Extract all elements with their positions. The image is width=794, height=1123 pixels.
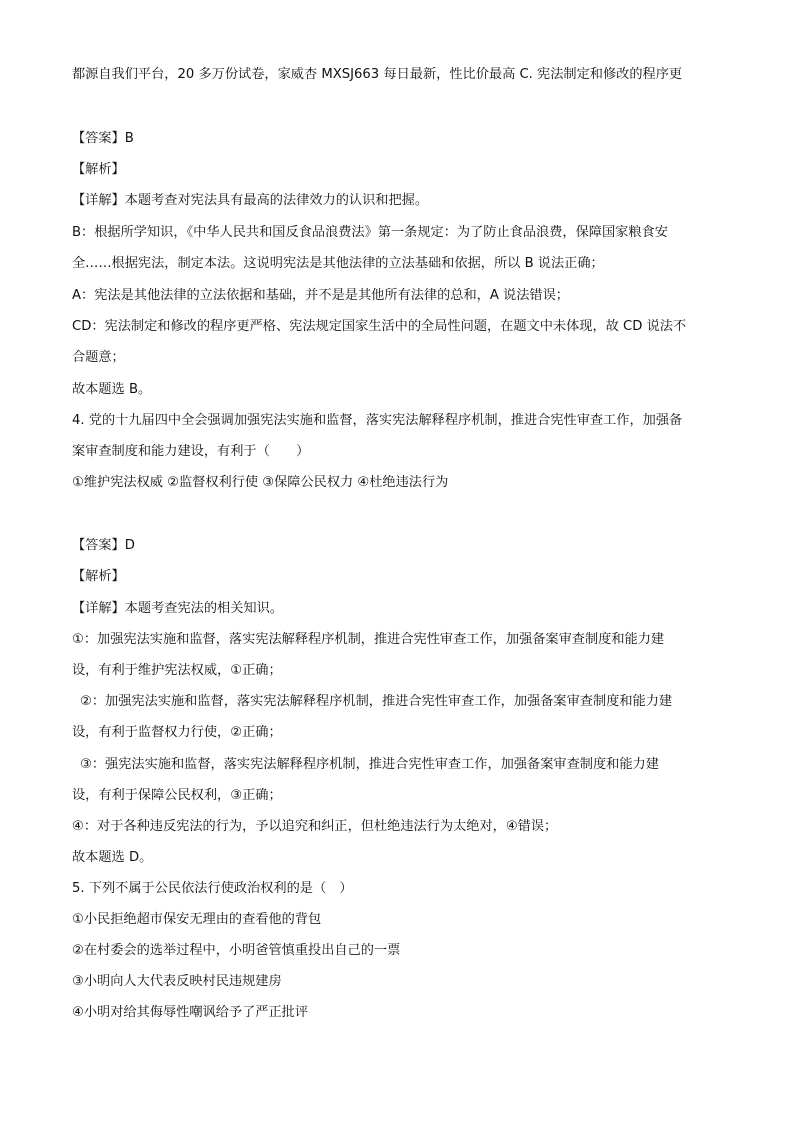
text-line: 设，有利于维护宪法权威，①正确； xyxy=(72,663,282,678)
question-4-items: ①维护宪法权威 ②监督权利行使 ③保障公民权力 ④杜绝违法行为 xyxy=(72,475,449,490)
text-line: 都源自我们平台，20 多万份试卷，家威杏 MXSJ663 每日最新，性比价最高 C. 宪法制定和修改的程序更 xyxy=(72,67,683,82)
question-4-text: 案审查制度和能力建设，有利于（ ） xyxy=(72,444,310,459)
answer-label: 【答案】B xyxy=(72,131,134,146)
text-line: 全……根据宪法，制定本法。这说明宪法是其他法律的立法基础和依据，所以 B 说法正确； xyxy=(72,256,604,271)
analysis-label: 【解析】 xyxy=(72,569,125,584)
detail-text: 【详解】本题考查宪法的相关知识。 xyxy=(72,601,283,616)
conclusion-text: 故本题选 D。 xyxy=(72,850,153,865)
text-line: ①：加强宪法实施和监督，落实宪法解释程序机制，推进合宪性审查工作，加强备案审查制度和能力建 xyxy=(72,632,665,647)
text-line: 设，有利于保障公民权利，③正确； xyxy=(72,788,282,803)
detail-text: 【详解】本题考查对宪法具有最高的法律效力的认识和把握。 xyxy=(72,193,429,208)
conclusion-text: 故本题选 B。 xyxy=(72,382,152,397)
analysis-label: 【解析】 xyxy=(72,162,125,177)
question-5-item: ③小明向人大代表反映村民违规建房 xyxy=(72,974,282,989)
question-5-text: 5. 下列不属于公民依法行使政治权利的是（ ） xyxy=(72,881,353,896)
text-line: ④：对于各种违反宪法的行为，予以追究和纠正，但杜绝违法行为太绝对，④错误； xyxy=(72,819,558,834)
text-line: 合题意； xyxy=(72,350,125,365)
text-line: ②：加强宪法实施和监督，落实宪法解释程序机制，推进合宪性审查工作，加强备案审查制度和能力建 xyxy=(80,694,673,709)
question-5-item: ①小民拒绝超市保安无理由的查看他的背包 xyxy=(72,912,322,927)
text-line: B：根据所学知识，《中华人民共和国反食品浪费法》第一条规定：为了防止食品浪费，保障国家粮食安 xyxy=(72,225,668,240)
text-line: CD：宪法制定和修改的程序更严格、宪法规定国家生活中的全局性问题，在题文中未体现，故 CD 说法不 xyxy=(72,319,687,334)
question-5-item: ②在村委会的选举过程中，小明爸管慎重投出自己的一票 xyxy=(72,943,401,958)
text-line: ③：强宪法实施和监督，落实宪法解释程序机制，推进合宪性审查工作，加强备案审查制度和能力建 xyxy=(80,757,659,772)
text-line: A：宪法是其他法律的立法依据和基础，并不是是其他所有法律的总和，A 说法错误； xyxy=(72,288,569,303)
text-line: 设，有利于监督权力行使，②正确； xyxy=(72,725,282,740)
answer-label: 【答案】D xyxy=(72,538,135,553)
question-5-item: ④小明对给其侮辱性嘲讽给予了严正批评 xyxy=(72,1005,309,1020)
question-4-text: 4. 党的十九届四中全会强调加强宪法实施和监督，落实宪法解释程序机制，推进合宪性审查工作，加强备 xyxy=(72,413,683,428)
